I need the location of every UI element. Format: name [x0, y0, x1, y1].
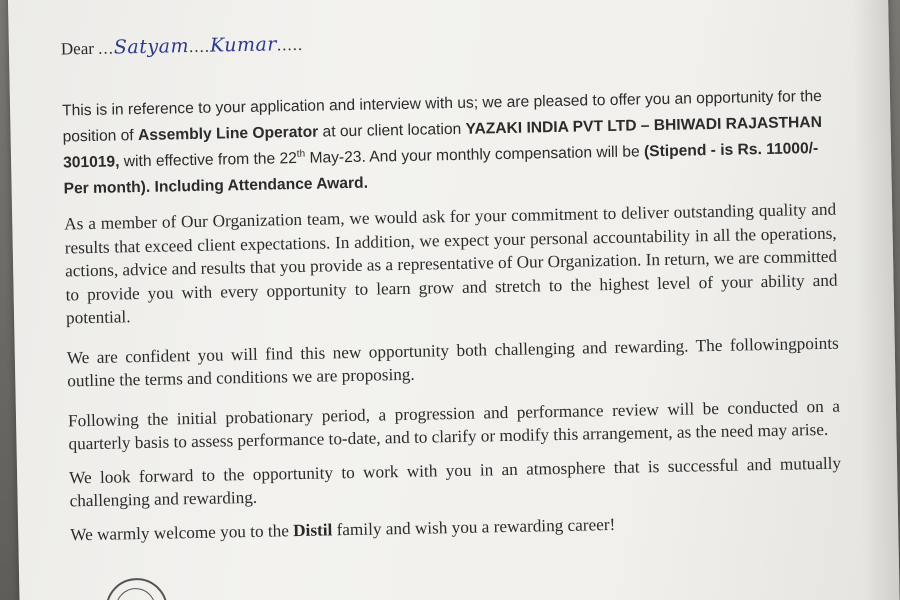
compensation-details: (Stipend - is Rs. 11000/- Per month). Including Attendance Award. [63, 139, 819, 198]
company-name: Distil [292, 519, 333, 540]
offer-paragraph [62, 84, 836, 203]
recipient-last-name: Kumar [209, 33, 278, 57]
confidence-paragraph: We are confident you will find this new opportunity both challenging and rewarding. The followingpoints outline the terms and conditions we are proposing. [66, 333, 839, 391]
position-title: Assembly Line Operator [137, 123, 319, 145]
salutation-dots: ..... [276, 34, 304, 55]
probation-paragraph: Following the initial probationary period, a progression and performance review will be conducted on a quarterly basis to assess performance to-date, and to clarify or modify this arrangement, as the need may arise. [67, 396, 841, 454]
commitment-paragraph: As a member of Our Organization team, we would ask for your commitment to deliver outstanding quality and results that exceed client expectations. In addition, we expect your personal accountability in all the operations, actions, advice and results that you provide as a representative of Our Organization. In return, we are committed to provide you with every opportunity to learn grow and stretch to the highest level of your ability and potential. [64, 199, 838, 328]
page-fold-shadow [852, 0, 900, 600]
date-suffix: th [296, 148, 306, 160]
welcome-text: family and wish you a rewarding career! [332, 514, 616, 539]
client-location: YAZAKI INDIA PVT LTD – BHIWADI RAJASTHAN 301019, [62, 113, 823, 172]
letter-body [61, 21, 843, 563]
offer-text: with effective from the 22 [119, 149, 298, 171]
salutation-dots: .... [188, 36, 211, 57]
welcome-paragraph [70, 508, 842, 546]
salutation-dots: ... [98, 38, 115, 58]
offer-text: This is in reference to your application and interview with us; we are pleased to offer you an opportunity for the position of [61, 87, 823, 146]
offer-text: May-23. And your monthly compensation will be [305, 143, 645, 167]
company-stamp-inner-ring [115, 588, 156, 600]
company-stamp [105, 578, 168, 600]
look-forward-paragraph: We look forward to the opportunity to work with you in an atmosphere that is successful and mutually challenging and rewarding. [68, 453, 842, 511]
letter-page [8, 0, 900, 600]
salutation-line [61, 21, 833, 63]
salutation-greeting: Dear [60, 38, 95, 59]
offer-text: at our client location [318, 120, 466, 141]
recipient-first-name: Satyam [113, 35, 190, 59]
welcome-text: We warmly welcome you to the [70, 520, 294, 544]
